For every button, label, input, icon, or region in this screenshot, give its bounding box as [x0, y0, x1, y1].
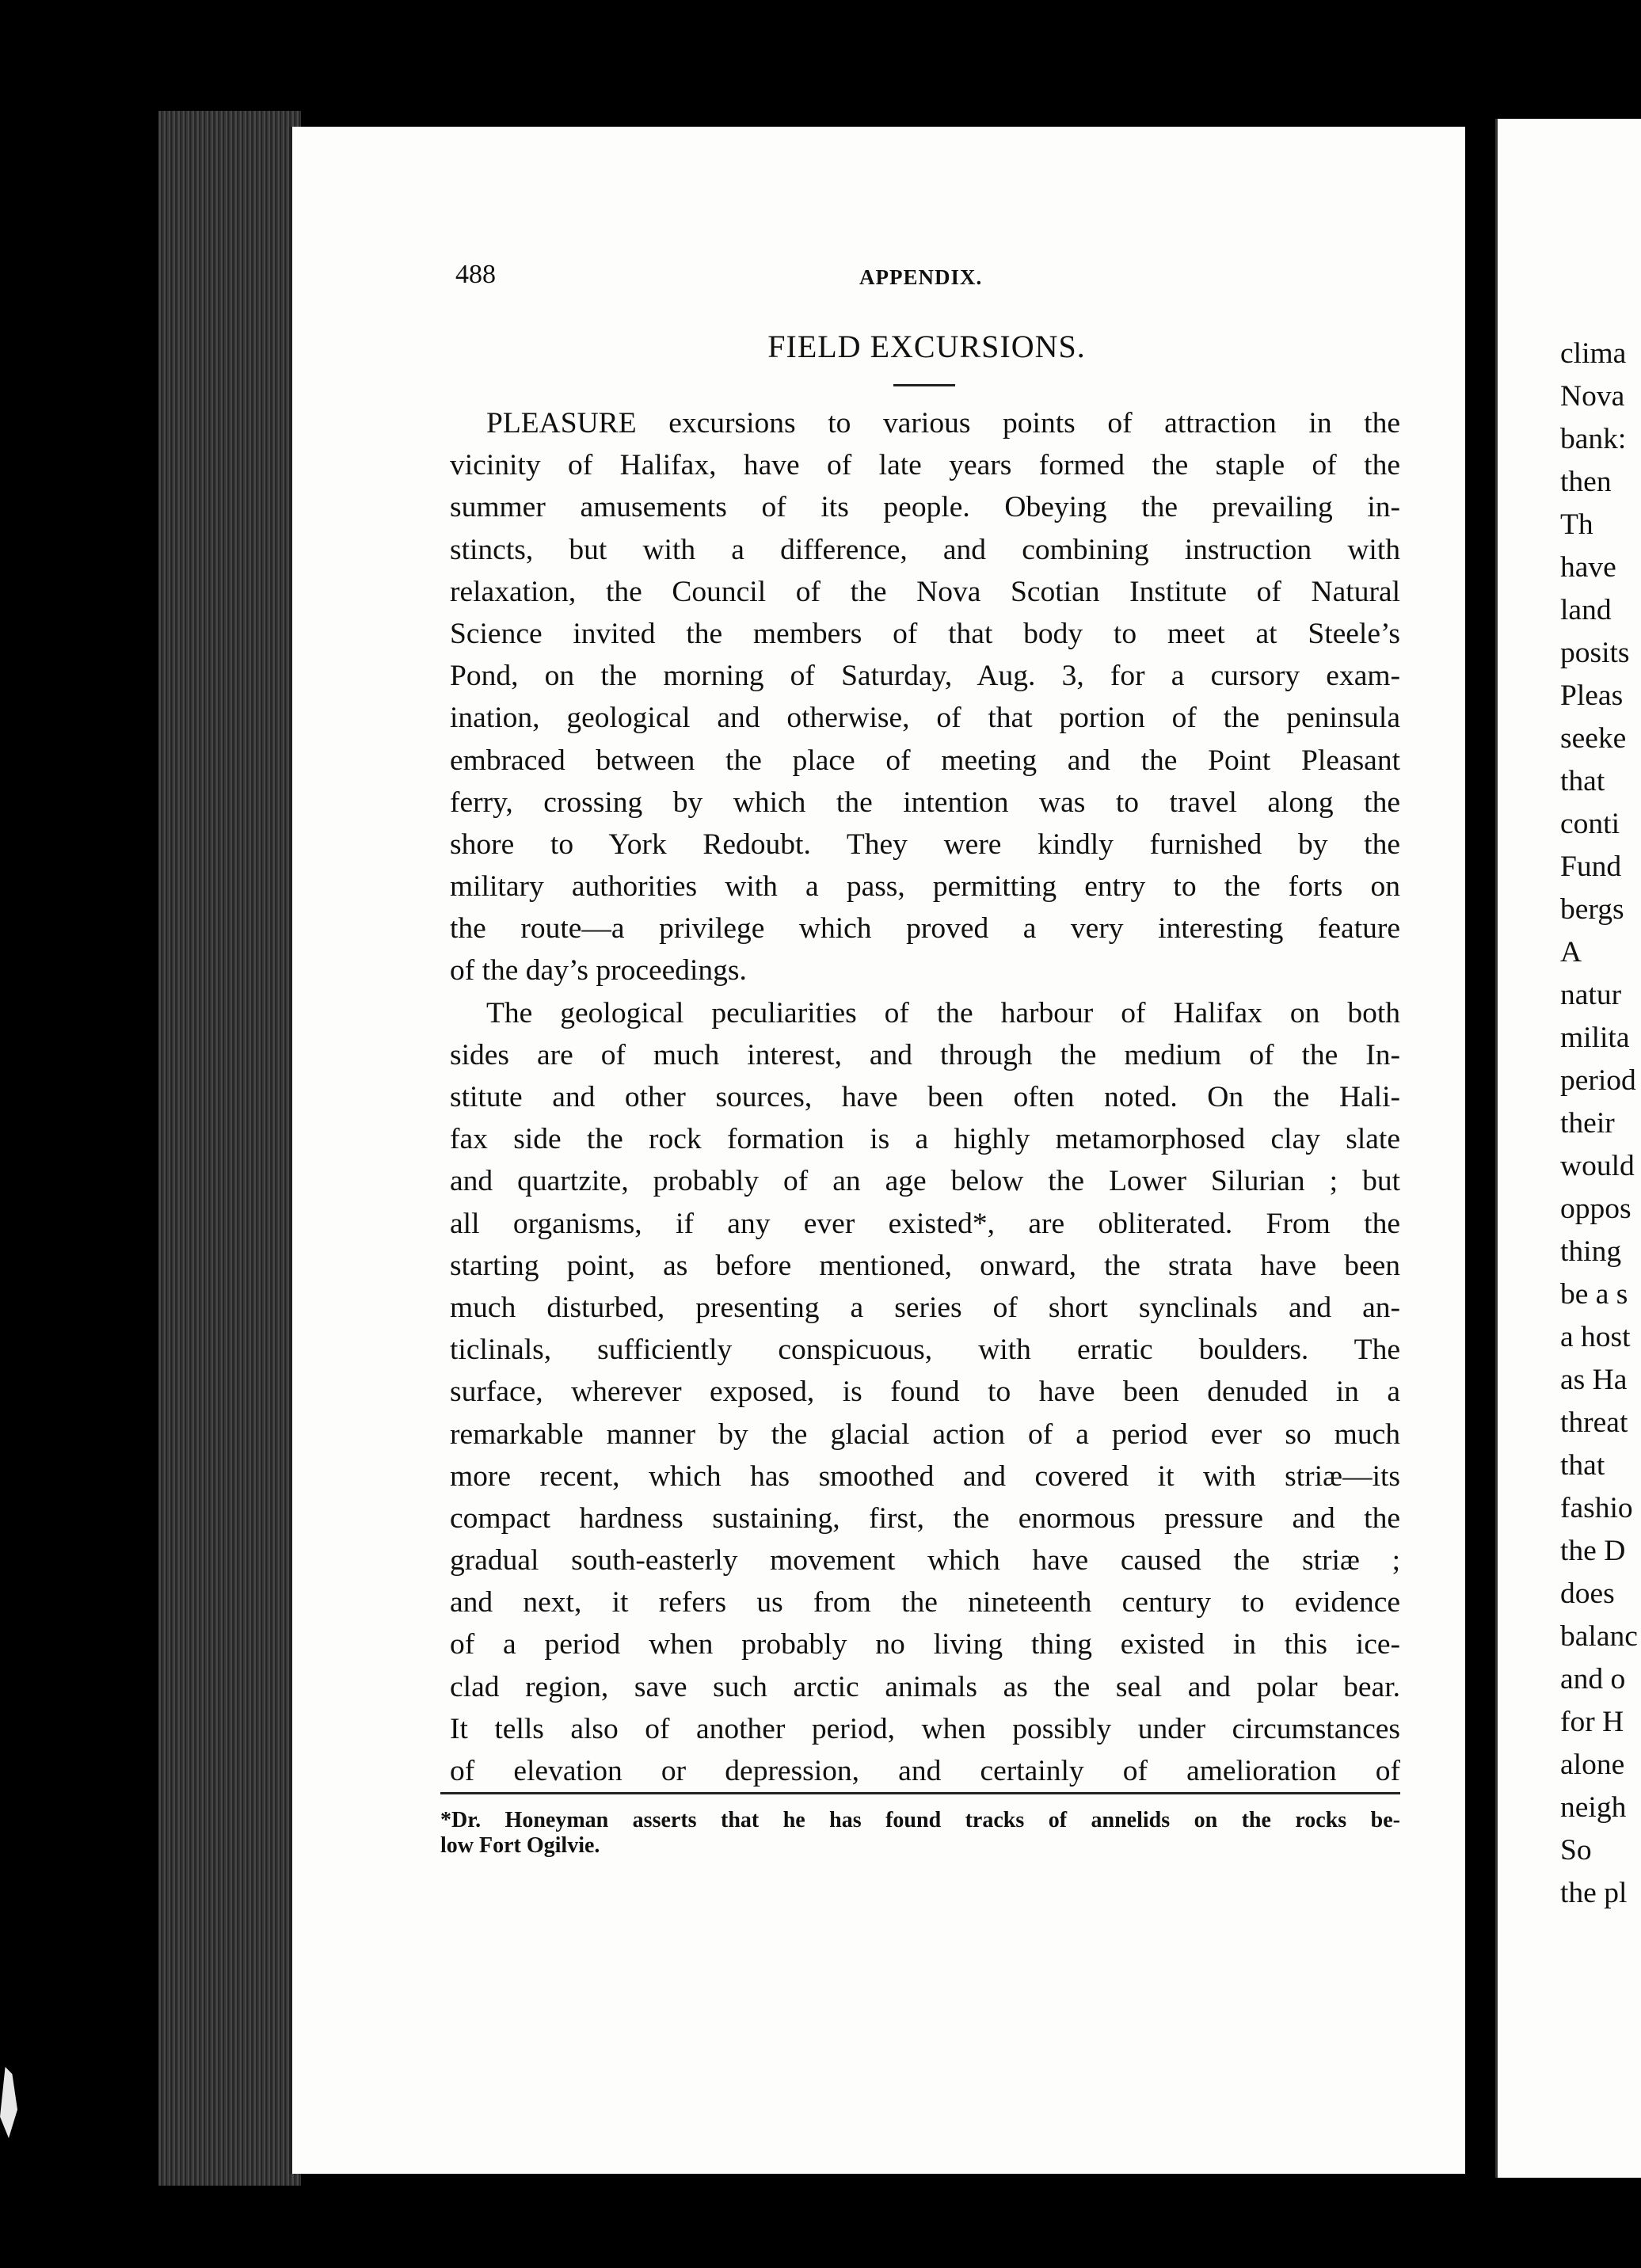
right-page-fragment: for H — [1560, 1706, 1624, 1738]
right-page-fragment: would — [1560, 1150, 1635, 1182]
right-page-fragment: their — [1560, 1107, 1615, 1140]
text-line: vicinity of Halifax, have of late years formed the staple of the — [450, 449, 1400, 482]
right-page-fragment: and o — [1560, 1663, 1626, 1695]
text-line: starting point, as before mentioned, onward, the strata have been — [450, 1249, 1400, 1282]
text-line: summer amusements of its people. Obeying the prevailing in- — [450, 491, 1400, 524]
text-line: surface, wherever exposed, is found to have been denuded in a — [450, 1376, 1400, 1409]
section-title: FIELD EXCURSIONS. — [767, 329, 1086, 364]
right-page-text — [1560, 333, 1641, 1915]
right-page-fragment: that — [1560, 1449, 1605, 1482]
text-line: relaxation, the Council of the Nova Scotian Institute of Natural — [450, 575, 1400, 608]
right-page-fragment: Th — [1560, 508, 1593, 541]
text-line: Science invited the members of that body to meet at Steele’s — [450, 617, 1400, 650]
text-line: embraced between the place of meeting and the Point Pleasant — [450, 744, 1400, 777]
right-page-fragment: Pleas — [1560, 679, 1624, 712]
right-page-fragment: fashio — [1560, 1492, 1633, 1524]
right-page-fragment: posits — [1560, 637, 1630, 669]
text-line: compact hardness sustaining, first, the enormous pressure and the — [450, 1501, 1400, 1535]
right-page-fragment: neigh — [1560, 1791, 1627, 1824]
text-line: shore to York Redoubt. They were kindly furnished by the — [450, 828, 1400, 861]
right-page-fragment: bank: — [1560, 423, 1627, 455]
footnote-line: *Dr. Honeyman asserts that he has found tracks of annelids on the rocks be- — [440, 1808, 1400, 1832]
text-line: and quartzite, probably of an age below the Lower Silurian ; but — [450, 1165, 1400, 1198]
text-line: PLEASURE excursions to various points of attraction in the — [486, 407, 1400, 440]
right-page-fragment: the D — [1560, 1535, 1626, 1567]
text-line: ferry, crossing by which the intention was to travel along the — [450, 786, 1400, 819]
gutter — [1465, 111, 1497, 2201]
right-page-fragment: milita — [1560, 1022, 1630, 1054]
right-page-fragment: clima — [1560, 337, 1627, 370]
scan-artifact — [0, 2067, 17, 2138]
text-line: sides are of much interest, and through the medium of the In- — [450, 1038, 1400, 1071]
footnote-line: low Fort Ogilvie. — [440, 1833, 600, 1858]
footnote — [440, 1808, 1400, 1859]
right-page-fragment: the pl — [1560, 1877, 1628, 1909]
text-line: remarkable manner by the glacial action of a period ever so much — [450, 1418, 1400, 1451]
book-edge — [158, 111, 301, 2186]
text-line: of the day’s proceedings. — [450, 954, 747, 987]
text-line: of a period when probably no living thing existed in this ice- — [450, 1628, 1400, 1661]
text-line: much disturbed, presenting a series of short synclinals and an- — [450, 1291, 1400, 1324]
right-page-fragment: conti — [1560, 808, 1620, 840]
right-page-fragment: So — [1560, 1834, 1592, 1867]
right-page-fragment: does — [1560, 1577, 1615, 1610]
right-page-fragment: land — [1560, 594, 1612, 626]
right-page-fragment: balanc — [1560, 1620, 1638, 1653]
right-page-fragment: alone — [1560, 1749, 1625, 1781]
text-line: the route—a privilege which proved a very interesting feature — [450, 912, 1400, 946]
right-page-fragment: bergs — [1560, 893, 1624, 926]
footnote-rule — [440, 1792, 1400, 1794]
right-page-fragment: Fund — [1560, 850, 1622, 883]
text-line: Pond, on the morning of Saturday, Aug. 3, for a cursory exam- — [450, 660, 1400, 693]
text-line: and next, it refers us from the nineteenth century to evidence — [450, 1586, 1400, 1619]
right-page-fragment: Nova — [1560, 380, 1625, 413]
text-line: fax side the rock formation is a highly metamorphosed clay slate — [450, 1123, 1400, 1156]
text-line: more recent, which has smoothed and covered it with striæ—its — [450, 1459, 1400, 1493]
text-line: all organisms, if any ever existed*, are obliterated. From the — [450, 1207, 1400, 1240]
text-line: It tells also of another period, when possibly under circumstances — [450, 1712, 1400, 1745]
running-head: APPENDIX. — [859, 265, 983, 289]
text-line: gradual south-easterly movement which have caused the striæ ; — [450, 1544, 1400, 1577]
title-rule — [893, 384, 955, 386]
text-line: stincts, but with a difference, and combining instruction with — [450, 533, 1400, 566]
right-page-fragment: thing — [1560, 1235, 1622, 1268]
right-page-fragment: threat — [1560, 1406, 1628, 1439]
right-page-fragment: have — [1560, 551, 1616, 584]
right-page-fragment: period — [1560, 1064, 1636, 1097]
text-line: stitute and other sources, have been often noted. On the Hali- — [450, 1081, 1400, 1113]
text-line: ticlinals, sufficiently conspicuous, with erratic boulders. The — [450, 1334, 1400, 1367]
right-page-fragment: oppos — [1560, 1193, 1631, 1225]
right-page-fragment: seeke — [1560, 722, 1627, 755]
text-line: of elevation or depression, and certainly of amelioration of — [450, 1755, 1400, 1787]
right-page-fragment: as Ha — [1560, 1364, 1628, 1396]
right-page-fragment: that — [1560, 765, 1605, 797]
text-line: The geological peculiarities of the harbour of Halifax on both — [486, 996, 1400, 1029]
text-line: military authorities with a pass, permitting entry to the forts on — [450, 870, 1400, 904]
right-page-fragment: A — [1560, 936, 1582, 968]
text-line: ination, geological and otherwise, of that portion of the peninsula — [450, 702, 1400, 735]
right-page-fragment: natur — [1560, 979, 1622, 1011]
body-text — [450, 402, 1400, 1792]
right-page-fragment: be a s — [1560, 1278, 1628, 1311]
right-page-fragment: a host — [1560, 1321, 1631, 1353]
page-number: 488 — [455, 260, 496, 289]
right-page-fragment: then — [1560, 466, 1612, 498]
text-line: clad region, save such arctic animals as the seal and polar bear. — [450, 1670, 1400, 1703]
